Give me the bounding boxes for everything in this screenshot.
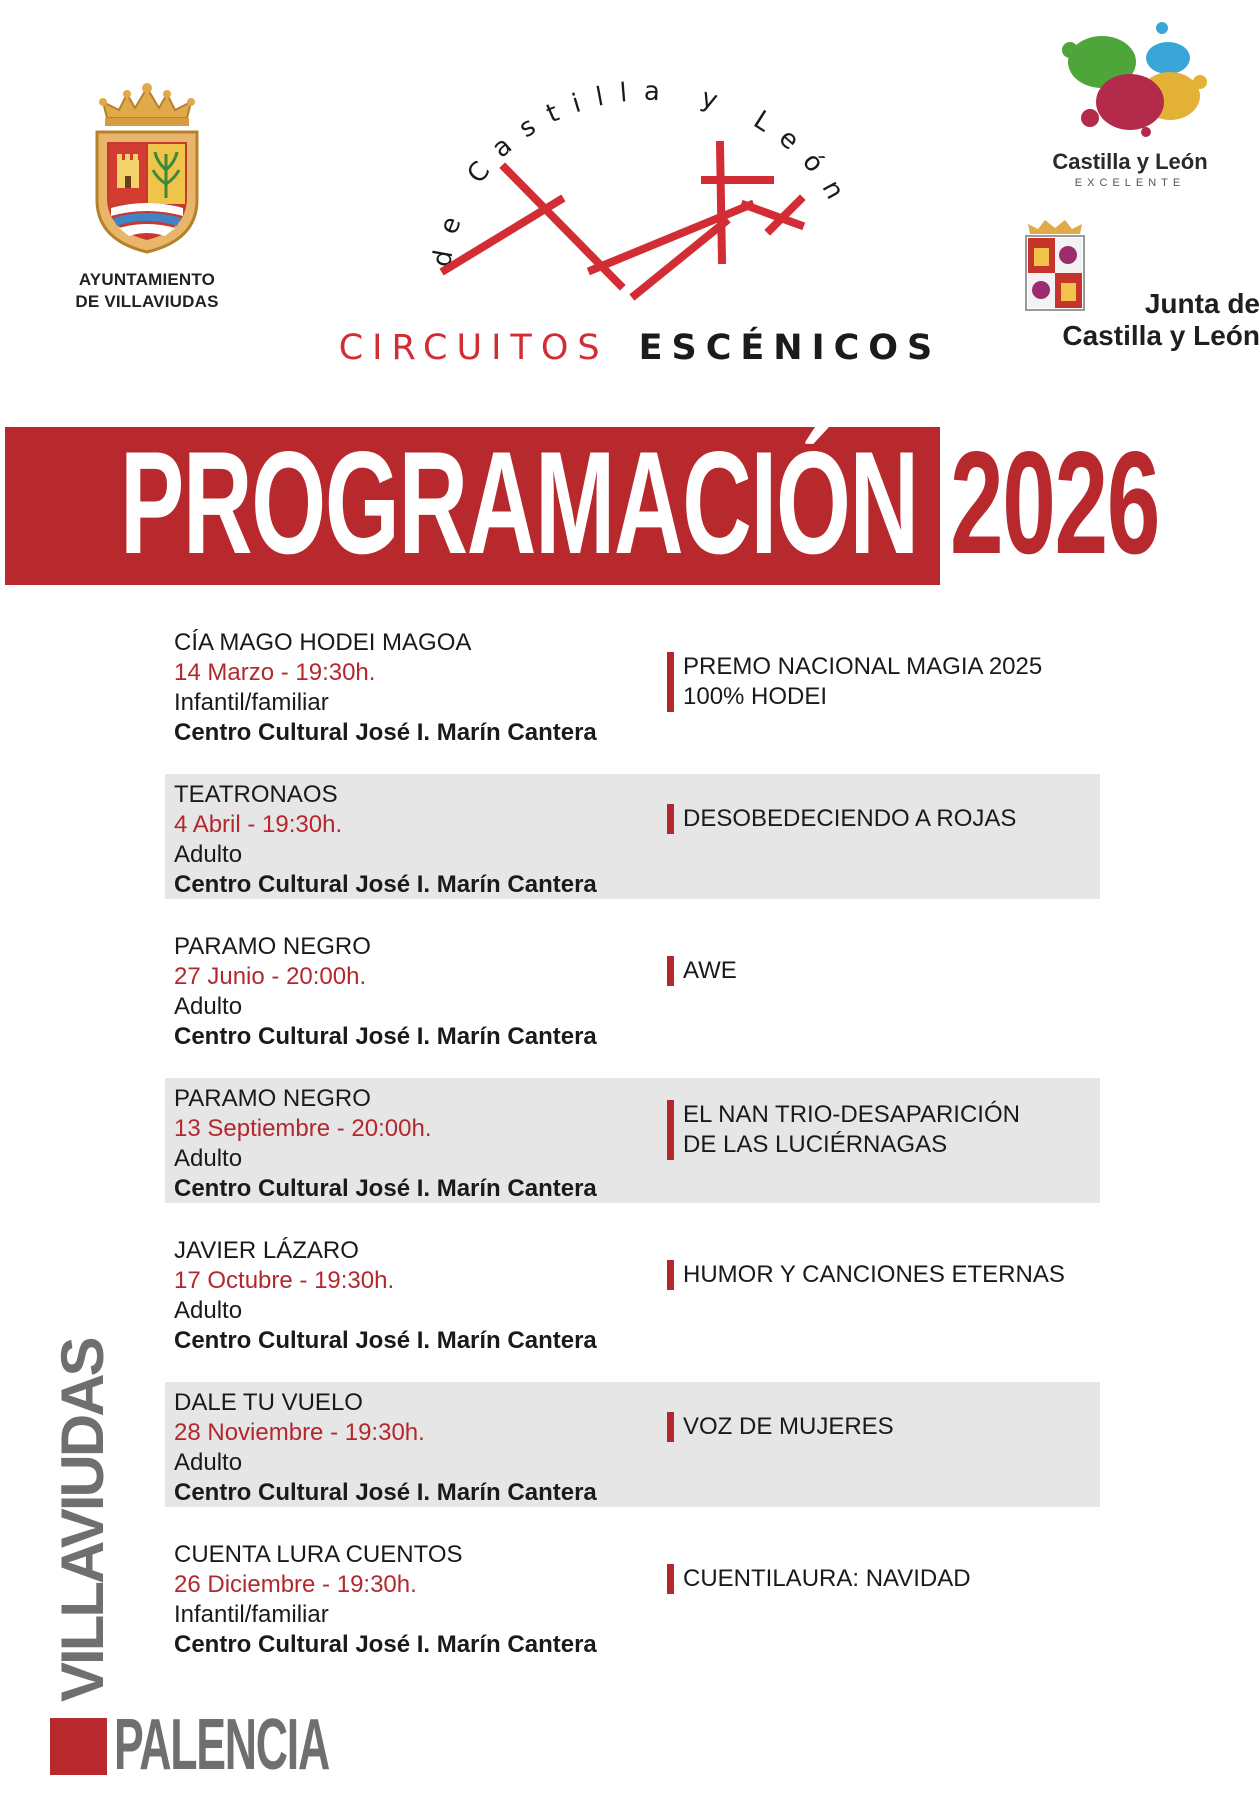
event-audience: Infantil/familiar <box>174 1601 329 1628</box>
cyl-name: Castilla y León <box>1052 149 1208 174</box>
event-details <box>174 932 597 1052</box>
junta-line2: Castilla y León <box>1062 320 1260 351</box>
banner-title: PROGRAMACIÓN <box>120 421 918 584</box>
event-venue: Centro Cultural José I. Marín Cantera <box>174 1023 597 1050</box>
event-date: 27 Junio - 20:00h. <box>174 963 367 990</box>
events-list <box>165 622 1100 1686</box>
event-audience: Adulto <box>174 993 243 1020</box>
event-show-line: CUENTILAURA: NAVIDAD <box>683 1565 971 1592</box>
event-audience: Adulto <box>174 1145 243 1172</box>
junta-name <box>1020 288 1260 352</box>
event-row <box>165 774 1100 899</box>
coat-of-arms-icon <box>87 80 207 255</box>
circuitos-escenicos-logo <box>330 40 950 370</box>
cyl-excelente: EXCELENTE <box>1074 177 1186 189</box>
event-show-title <box>667 1564 971 1594</box>
event-details <box>174 1084 597 1204</box>
event-details <box>174 1236 597 1356</box>
event-row <box>165 1230 1100 1355</box>
event-show-title <box>667 1100 1020 1160</box>
event-group: TEATRONAOS <box>174 781 338 808</box>
escenicos-word: ESCÉNICOS <box>638 328 942 368</box>
event-group: CÍA MAGO HODEI MAGOA <box>174 629 472 656</box>
villaviudas-label-wrap <box>49 1339 116 1702</box>
event-group: JAVIER LÁZARO <box>174 1237 359 1264</box>
event-show-title <box>667 652 1042 712</box>
event-group: PARAMO NEGRO <box>174 933 371 960</box>
event-audience: Adulto <box>174 1297 243 1324</box>
ayuntamiento-logo <box>62 80 232 313</box>
circuitos-emblem-icon <box>330 40 950 330</box>
event-venue: Centro Cultural José I. Marín Cantera <box>174 871 597 898</box>
event-group: DALE TU VUELO <box>174 1389 363 1416</box>
event-group: CUENTA LURA CUENTOS <box>174 1541 463 1568</box>
event-date: 26 Diciembre - 19:30h. <box>174 1571 417 1598</box>
event-details <box>174 1540 597 1660</box>
circuitos-word: CIRCUITOS <box>338 328 609 368</box>
event-date: 17 Octubre - 19:30h. <box>174 1267 395 1294</box>
event-date: 28 Noviembre - 19:30h. <box>174 1419 425 1446</box>
paint-splash-icon <box>1050 10 1210 140</box>
event-venue: Centro Cultural José I. Marín Cantera <box>174 719 597 746</box>
event-show-title <box>667 804 1016 834</box>
junta-logo <box>1020 220 1260 351</box>
castilla-leon-excelente-logo <box>1030 10 1230 189</box>
event-show-title <box>667 956 737 986</box>
event-show-line: AWE <box>683 957 737 984</box>
circuitos-arc-text: de Castilla y León <box>426 76 858 270</box>
event-audience: Adulto <box>174 1449 243 1476</box>
event-date: 4 Abril - 19:30h. <box>174 811 343 838</box>
event-venue: Centro Cultural José I. Marín Cantera <box>174 1631 597 1658</box>
palencia-square <box>50 1718 107 1775</box>
event-row <box>165 1078 1100 1203</box>
event-date: 14 Marzo - 19:30h. <box>174 659 376 686</box>
villaviudas-label: VILLAVIUDAS <box>49 1339 116 1702</box>
event-show-line: DESOBEDECIENDO A ROJAS <box>683 805 1017 832</box>
event-show-title <box>667 1260 1065 1290</box>
banner-year: 2026 <box>950 421 1160 584</box>
ayuntamiento-line1: AYUNTAMIENTO <box>78 270 216 289</box>
event-show-line: VOZ DE MUJERES <box>683 1413 894 1440</box>
event-details <box>174 780 597 900</box>
circuitos-title <box>330 328 950 368</box>
event-show-title <box>667 1412 894 1442</box>
event-show-line: PREMO NACIONAL MAGIA 2025 <box>683 653 1043 680</box>
event-group: PARAMO NEGRO <box>174 1085 371 1112</box>
event-row <box>165 926 1100 1051</box>
event-show-line: DE LAS LUCIÉRNAGAS <box>683 1131 948 1158</box>
event-row <box>165 622 1100 747</box>
event-details <box>174 628 597 748</box>
event-audience: Adulto <box>174 841 243 868</box>
event-row <box>165 1534 1100 1659</box>
event-date: 13 Septiembre - 20:00h. <box>174 1115 432 1142</box>
event-show-line: HUMOR Y CANCIONES ETERNAS <box>683 1261 1065 1288</box>
event-show-line: EL NAN TRIO-DESAPARICIÓN <box>683 1101 1020 1128</box>
event-venue: Centro Cultural José I. Marín Cantera <box>174 1479 597 1506</box>
junta-line1: Junta de <box>1144 288 1260 319</box>
event-details <box>174 1388 597 1508</box>
event-audience: Infantil/familiar <box>174 689 329 716</box>
event-show-line: 100% HODEI <box>683 683 828 710</box>
event-row <box>165 1382 1100 1507</box>
event-venue: Centro Cultural José I. Marín Cantera <box>174 1175 597 1202</box>
event-venue: Centro Cultural José I. Marín Cantera <box>174 1327 597 1354</box>
ayuntamiento-line2: DE VILLAVIUDAS <box>75 292 219 311</box>
palencia-label: PALENCIA <box>114 1705 329 1785</box>
